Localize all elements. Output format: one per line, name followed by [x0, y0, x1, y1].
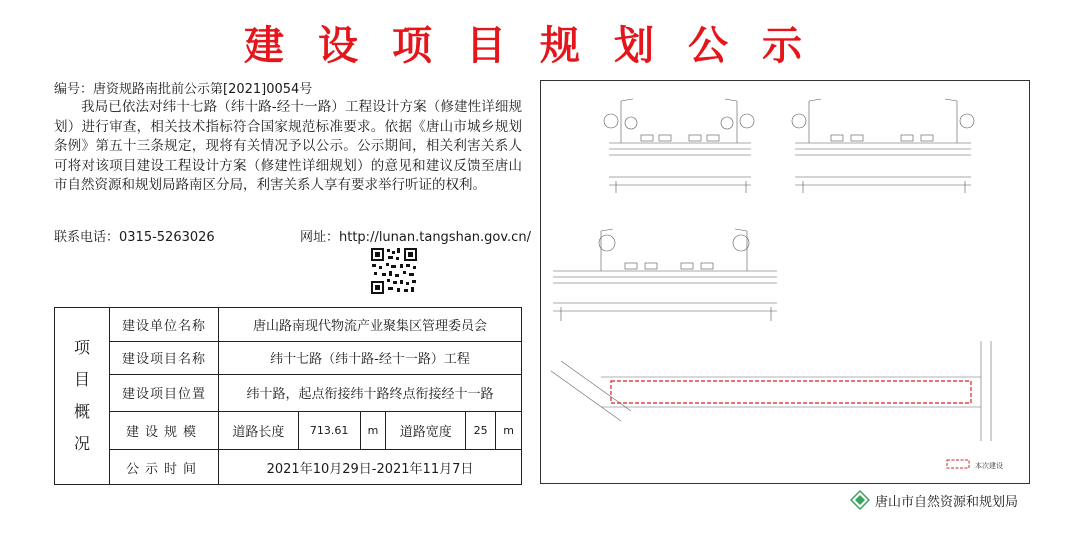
project-name-label: 建设项目名称 [110, 341, 219, 375]
document-number: 编号：唐资规路南批前公示第[2021]0054号 [54, 82, 313, 97]
period-label: 公示时间 [110, 450, 219, 485]
contact-phone: 联系电话：0315-5263026 [54, 230, 215, 245]
page-title: 建设项目规划公示 [244, 22, 836, 69]
project-overview-label: 项 目 概 况 [55, 308, 110, 485]
builder-value: 唐山路南现代物流产业聚集区管理委员会 [219, 308, 522, 342]
legend-label: 本次建设 [975, 462, 1003, 470]
route-outline [611, 381, 971, 403]
cross-section-2 [792, 99, 974, 193]
bureau-logo-icon [850, 490, 870, 510]
project-location-label: 建设项目位置 [110, 375, 219, 412]
road-length-value: 713.61 [298, 411, 360, 450]
project-location-value: 纬十路，起点衔接纬十路终点衔接经十一路 [219, 375, 522, 412]
notice-body: 我局已依法对纬十七路（纬十路-经十一路）工程设计方案（修建性详细规划）进行审查，相关技术指标符合国家规范标准要求。依据《唐山市城乡规划条例》第五十三条规定，现将有关情况予以公示。公示期间，相关利害关系人可将对该项目建设工程设计方案（修建性详细规划）的意见和建议反馈至唐山市自然资源和规划局路南区分局，利害关系人享有要求举行听证的权利。 [54, 99, 522, 193]
cross-section-1 [604, 99, 754, 193]
project-name-value: 纬十七路（纬十路-经十一路）工程 [219, 341, 522, 375]
footer [850, 490, 1018, 510]
design-drawing-svg [541, 81, 1029, 483]
road-width-value: 25 [466, 411, 496, 450]
road-width-unit: m [496, 411, 522, 450]
qr-code[interactable] [370, 247, 418, 295]
road-width-label: 道路宽度 [386, 411, 466, 450]
builder-label: 建设单位名称 [110, 308, 219, 342]
road-length-unit: m [360, 411, 386, 450]
plan-view [551, 341, 991, 441]
design-drawing [540, 80, 1030, 484]
cross-section-3 [553, 229, 777, 321]
drawing-legend [947, 460, 1003, 470]
road-length-label: 道路长度 [219, 411, 299, 450]
footer-org-name: 唐山市自然资源和规划局 [875, 494, 1019, 510]
scale-label: 建设规模 [110, 411, 219, 450]
period-value: 2021年10月29日-2021年11月7日 [219, 450, 522, 485]
website-link[interactable]: 网址：http://lunan.tangshan.gov.cn/ [300, 230, 531, 245]
project-info-table [54, 307, 522, 485]
